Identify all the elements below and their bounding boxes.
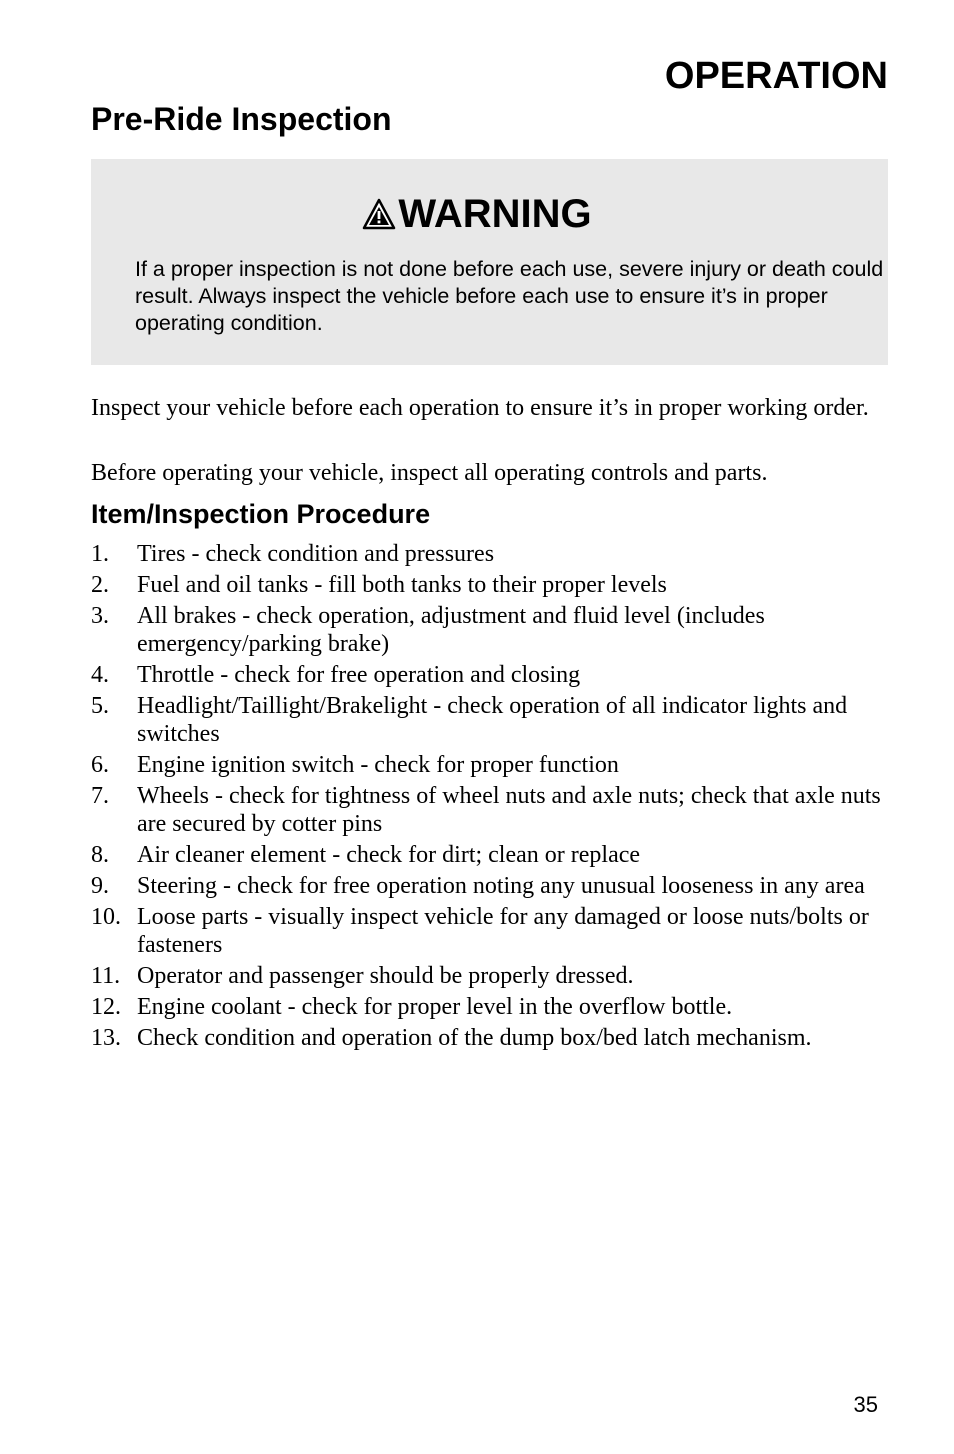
warning-heading-text: WARNING xyxy=(398,192,592,236)
step-text: Engine coolant - check for proper level in the overflow bottle. xyxy=(137,994,733,1020)
step-text: Engine ignition switch - check for proper function xyxy=(137,752,619,778)
list-item xyxy=(91,692,891,748)
list-item xyxy=(91,602,891,658)
list-item xyxy=(91,872,891,900)
list-item xyxy=(91,540,891,568)
step-number: 2. xyxy=(91,572,109,598)
list-item xyxy=(91,903,891,959)
step-number: 1. xyxy=(91,541,109,567)
step-number: 8. xyxy=(91,842,109,868)
list-item xyxy=(91,962,891,990)
page-title: Pre-Ride Inspection xyxy=(91,101,392,137)
warning-triangle-icon xyxy=(362,195,396,239)
list-item xyxy=(91,751,891,779)
step-number: 10. xyxy=(91,904,121,930)
step-number: 3. xyxy=(91,603,109,629)
step-number: 5. xyxy=(91,693,109,719)
list-item xyxy=(91,661,891,689)
step-text: Loose parts - visually inspect vehicle for any damaged or loose nuts/bolts or fasteners xyxy=(137,904,869,958)
list-item xyxy=(91,993,891,1021)
list-item xyxy=(91,1024,891,1052)
step-number: 13. xyxy=(91,1025,121,1051)
step-number: 6. xyxy=(91,752,109,778)
page-number: 35 xyxy=(853,1392,878,1417)
step-number: 9. xyxy=(91,873,109,899)
section-title: OPERATION xyxy=(664,55,888,97)
step-text: All brakes - check operation, adjustment and fluid level (includes emergency/parking brake) xyxy=(137,603,765,657)
step-number: 7. xyxy=(91,783,109,809)
step-number: 12. xyxy=(91,994,121,1020)
step-text: Fuel and oil tanks - fill both tanks to their proper levels xyxy=(137,572,667,598)
step-text: Wheels - check for tightness of wheel nuts and axle nuts; check that axle nuts are secured by cotter pins xyxy=(137,783,881,837)
step-text: Check condition and operation of the dump box/bed latch mechanism. xyxy=(137,1025,812,1051)
step-text: Operator and passenger should be properly dressed. xyxy=(137,963,634,989)
procedure-heading: Item/Inspection Procedure xyxy=(91,499,431,529)
step-text: Headlight/Taillight/Brakelight - check operation of all indicator lights and switches xyxy=(137,693,848,747)
list-item xyxy=(91,782,891,838)
step-text: Steering - check for free operation noting any unusual looseness in any area xyxy=(137,873,865,899)
controls-paragraph: Before operating your vehicle, inspect all operating controls and parts. xyxy=(91,460,768,486)
warning-text: If a proper inspection is not done before each use, severe injury or death could result. Always inspect the vehicle before each use to ensure it’s in proper operating condition. xyxy=(135,257,884,335)
step-number: 4. xyxy=(91,662,109,688)
step-text: Throttle - check for free operation and closing xyxy=(137,662,581,688)
list-item xyxy=(91,841,891,869)
step-number: 11. xyxy=(91,963,121,989)
inspection-steps-list xyxy=(91,540,891,1055)
step-text: Air cleaner element - check for dirt; clean or replace xyxy=(137,842,641,868)
step-text: Tires - check condition and pressures xyxy=(137,541,495,567)
warning-heading xyxy=(0,192,954,239)
list-item xyxy=(91,571,891,599)
intro-paragraph: Inspect your vehicle before each operation to ensure it’s in proper working order. xyxy=(91,395,869,421)
